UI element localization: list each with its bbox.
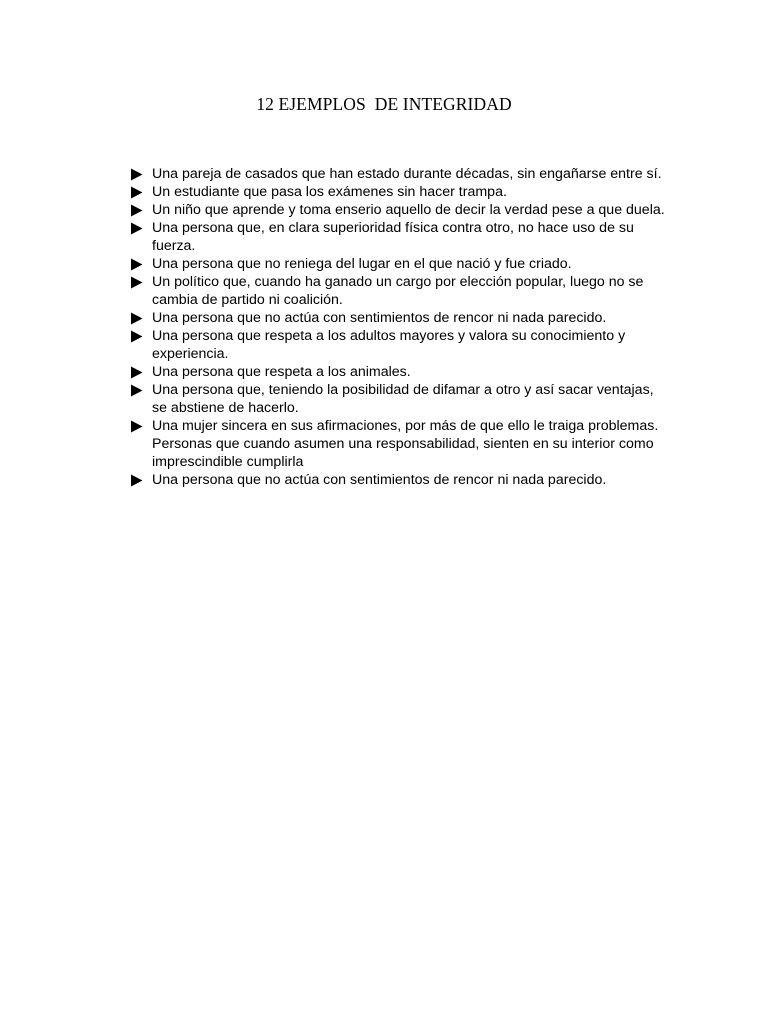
right-triangle-icon	[130, 183, 152, 201]
right-triangle-icon	[130, 309, 152, 327]
list-item	[130, 201, 670, 219]
right-triangle-icon	[130, 381, 152, 399]
list-item-text: Una persona que, teniendo la posibilidad de difamar a otro y así sacar ventajas, se abstiene de hacerlo.	[152, 382, 654, 416]
right-triangle-icon	[130, 273, 152, 291]
list-item	[130, 309, 670, 327]
list-item-text: Una persona que, en clara superioridad física contra otro, no hace uso de su fuerza.	[152, 220, 634, 254]
list-item-text: Una persona que respeta a los animales.	[152, 364, 411, 380]
right-triangle-icon	[130, 201, 152, 219]
right-triangle-icon	[130, 165, 152, 183]
right-triangle-icon	[130, 471, 152, 489]
list-item	[130, 471, 670, 489]
right-triangle-icon	[130, 327, 152, 345]
list-item-text: Una mujer sincera en sus afirmaciones, por más de que ello le traiga problemas.	[152, 418, 659, 434]
list-item	[130, 183, 670, 201]
list-item-text: Una persona que respeta a los adultos mayores y valora su conocimiento y experiencia.	[152, 328, 626, 362]
list-item	[130, 165, 670, 183]
right-triangle-icon	[130, 219, 152, 237]
list-item-text: Una pareja de casados que han estado durante décadas, sin engañarse entre sí.	[152, 166, 662, 182]
list-item-text: Un político que, cuando ha ganado un cargo por elección popular, luego no se cambia de partido ni coalición.	[152, 274, 644, 308]
list-item-text: Un niño que aprende y toma enserio aquello de decir la verdad pese a que duela.	[152, 202, 665, 218]
unbulleted-note: Personas que cuando asumen una responsabilidad, sienten en su interior como imprescindible cumplirla	[152, 436, 654, 470]
list-item	[130, 363, 670, 381]
list-item-text: Un estudiante que pasa los exámenes sin hacer trampa.	[152, 184, 507, 200]
integrity-examples-list	[130, 165, 670, 489]
right-triangle-icon	[130, 363, 152, 381]
list-item	[130, 255, 670, 273]
list-item	[130, 219, 670, 255]
list-item-text: Una persona que no actúa con sentimientos de rencor ni nada parecido.	[152, 472, 607, 488]
list-item	[130, 417, 670, 435]
list-item-text: Una persona que no actúa con sentimientos de rencor ni nada parecido.	[152, 310, 607, 326]
list-item	[130, 381, 670, 417]
list-item-text: Una persona que no reniega del lugar en el que nació y fue criado.	[152, 256, 572, 272]
document-title: 12 EJEMPLOS DE INTEGRIDAD	[256, 94, 512, 114]
list-item	[130, 327, 670, 363]
list-item	[130, 273, 670, 309]
right-triangle-icon	[130, 417, 152, 435]
right-triangle-icon	[130, 255, 152, 273]
